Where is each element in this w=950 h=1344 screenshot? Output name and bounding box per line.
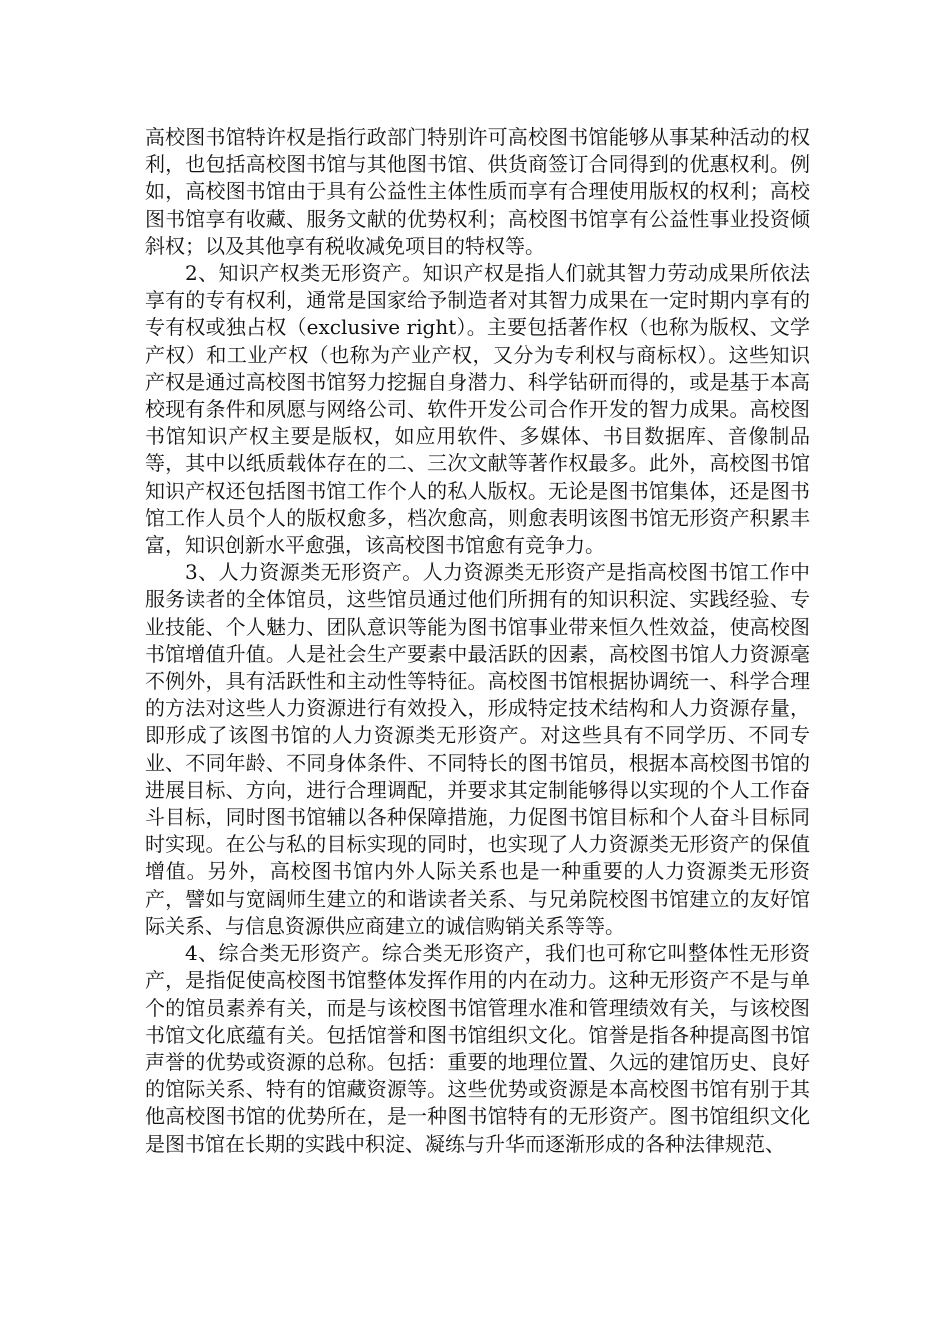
paragraph-intellectual-property: 2、知识产权类无形资产。知识产权是指人们就其智力劳动成果所依法享有的专有权利，通常是国家给予制造者对其智力成果在一定时期内享有的专有权或独占权（exclusive right）。主要包括著作权（也称为版权、文学产权）和工业产权（也称为产业产权，又分为专利权与商标权）。这些知识产权是通过高校图书馆努力挖掘自身潜力、科学钻研而得的，或是基于本高校现有条件和夙愿与网络公司、软件开发公司合作开发的智力成果。高校图书馆知识产权主要是版权，如应用软件、多媒体、书目数据库、音像制品等，其中以纸质载体存在的二、三次文献等著作权最多。此外，高校图书馆知识产权还包括图书馆工作个人的私人版权。无论是图书馆集体，还是图书馆工作人员个人的版权愈多，档次愈高，则愈表明该图书馆无形资产积累丰富，知识创新水平愈强，该高校图书馆愈有竞争力。: [145, 261, 810, 558]
paragraph-special-rights: 高校图书馆特许权是指行政部门特别许可高校图书馆能够从事某种活动的权利，也包括高校图书馆与其他图书馆、供货商签订合同得到的优惠权利。例如，高校图书馆由于具有公益性主体性质而享有合理使用版权的权利；高校图书馆享有收藏、服务文献的优势权利；高校图书馆享有公益性事业投资倾斜权；以及其他享有税收减免项目的特权等。: [145, 125, 810, 258]
paragraph-human-resources: 3、人力资源类无形资产。人力资源类无形资产是指高校图书馆工作中服务读者的全体馆员，这些馆员通过他们所拥有的知识积淀、实践经验、专业技能、个人魅力、团队意识等能为图书馆事业带来恒久性效益，使高校图书馆增值升值。人是社会生产要素中最活跃的因素，高校图书馆人力资源毫不例外，具有活跃性和主动性等特征。高校图书馆根据协调统一、科学合理的方法对这些人力资源进行有效投入，形成特定技术结构和人力资源存量，即形成了该图书馆的人力资源类无形资产。对这些具有不同学历、不同专业、不同年龄、不同身体条件、不同特长的图书馆员，根据本高校图书馆的进展目标、方向，进行合理调配，并要求其定制能够得以实现的个人工作奋斗目标，同时图书馆辅以各种保障措施，力促图书馆目标和个人奋斗目标同时实现。在公与私的目标实现的同时，也实现了人力资源类无形资产的保值增值。另外，高校图书馆内外人际关系也是一种重要的人力资源类无形资产，譬如与宽阔师生建立的和谐读者关系、与兄弟院校图书馆建立的友好馆际关系、与信息资源供应商建立的诚信购销关系等等。: [145, 560, 810, 938]
paragraph-comprehensive-assets: 4、综合类无形资产。综合类无形资产，我们也可称它叫整体性无形资产，是指促使高校图书馆整体发挥作用的内在动力。这种无形资产不是与单个的馆员素养有关，而是与该校图书馆管理水准和管理绩效有关，与该校图书馆文化底蕴有关。包括馆誉和图书馆组织文化。馆誉是指各种提高图书馆声誉的优势或资源的总称。包括：重要的地理位置、久远的建馆历史、良好的馆际关系、特有的馆藏资源等。这些优势或资源是本高校图书馆有别于其他高校图书馆的优势所在，是一种图书馆特有的无形资产。图书馆组织文化是图书馆在长期的实践中积淀、凝练与升华而逐渐形成的各种法律规范、: [145, 941, 810, 1156]
document-page: [145, 124, 810, 1158]
